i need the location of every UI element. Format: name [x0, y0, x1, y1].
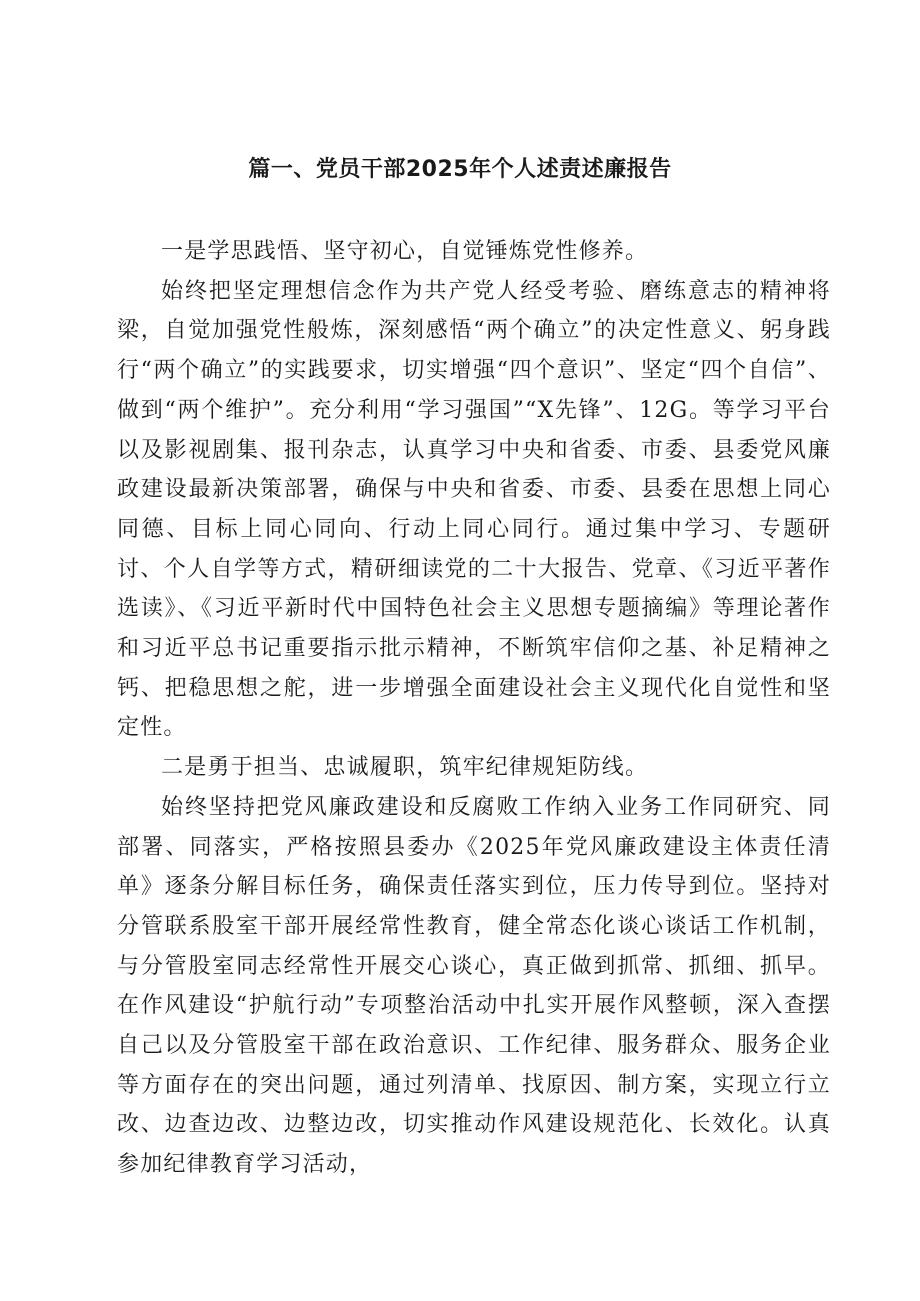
document-body: [117, 232, 831, 1185]
body-paragraph-2: 始终坚持把党风廉政建设和反腐败工作纳入业务工作同研究、同部署、同落实，严格按照县委办《2025年党风廉政建设主体责任清单》逐条分解目标任务，确保责任落实到位，压力传导到位。坚持对分管联系股室干部开展经常性教育，健全常态化谈心谈话工作机制，与分管股室同志经常性开展交心谈心，真正做到抓常、抓细、抓早。在作风建设“护航行动”专项整治活动中扎实开展作风整顿，深入查摆自己以及分管股室干部在政治意识、工作纪律、服务群众、服务企业等方面存在的突出问题，通过列清单、找原因、制方案，实现立行立改、边查边改、边整边改，切实推动作风建设规范化、长效化。认真参加纪律教育学习活动，: [117, 794, 831, 1178]
section-heading-1: 一是学思践悟、坚守初心，自觉锤炼党性修养。: [161, 239, 649, 264]
section-heading-2: 二是勇于担当、忠诚履职，筑牢纪律规矩防线。: [161, 755, 649, 781]
body-paragraph-1: 始终把坚定理想信念作为共产党人经受考验、磨练意志的精神将梁，自觉加强党性般炼，深刻感悟“两个确立”的决定性意义、躬身践行“两个确立”的实践要求，切实增强“四个意识”、坚定“四个自信”、做到“两个维护”。充分利用“学习强国”“X先锋”、12G。等学习平台以及影视剧集、报刊杂志，认真学习中央和省委、市委、县委党风廉政建设最新决策部署，确保与中央和省委、市委、县委在思想上同心同德、目标上同心同向、行动上同心同行。通过集中学习、专题研讨、个人自学等方式，精研细读党的二十大报告、党章、《习近平著作选读》、《习近平新时代中国特色社会主义思想专题摘编》等理论著作和习近平总书记重要指示批示精神，不断筑牢信仰之基、补足精神之钙、把稳思想之舵，进一步增强全面建设社会主义现代化自觉性和坚定性。: [117, 278, 831, 741]
document-title: 篇一、党员干部2025年个人述责述廉报告: [248, 157, 672, 182]
